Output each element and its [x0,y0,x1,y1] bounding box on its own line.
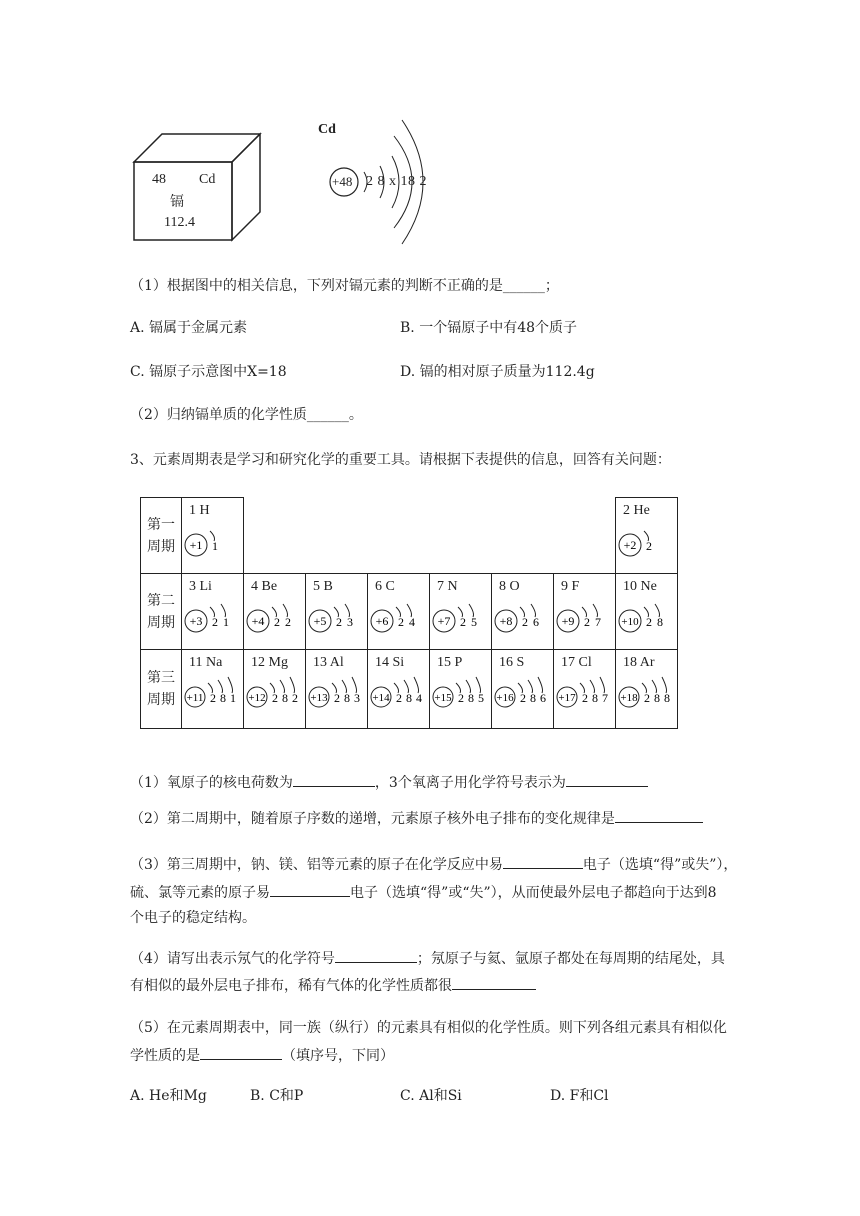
shell-count: 2 [460,615,466,629]
shell-count: 2 [582,691,588,705]
atom-diagram [616,520,677,570]
element-cell [244,650,306,729]
atom-diagram [244,596,305,646]
nucleus-charge: +6 [375,614,389,628]
shell-count: 2 [336,615,342,629]
shell-count: 1 [230,691,236,705]
element-label: 2 He [623,503,650,518]
q5-option-b: B. C和P [250,1088,304,1104]
shell-count: 2 [285,615,291,629]
shell-count: 5 [471,615,477,629]
nucleus-charge: +18 [620,692,638,704]
element-label: 3 Li [189,579,212,594]
shell-count: 1 [223,615,229,629]
nucleus-charge: +15 [434,692,452,704]
shell-count: 8 [282,691,288,705]
element-label: 4 Be [251,579,278,594]
element-cell [430,574,492,650]
empty-gap [244,498,616,574]
option-c: C. 镉原子示意图中X=18 [130,364,287,380]
q3-4a: （4）请写出表示氖气的化学符号 ；氖原子与氦、氩原子都处在每周期的结尾处，具 [130,948,725,969]
atom-diagram [306,596,367,646]
section-3-title: 3、元素周期表是学习和研究化学的重要工具。请根据下表提供的信息，回答有关问题： [130,452,671,468]
element-label: 12 Mg [251,655,288,670]
element-cell [492,574,554,650]
option-b: B. 一个镉原子中有48个质子 [400,320,578,336]
shell-count: 2 [272,691,278,705]
element-label: 8 O [499,579,520,594]
element-label: 13 Al [313,655,344,670]
cube-number: 48 [152,172,166,187]
row-label-1: 第一周期 [141,498,182,574]
atom-diagram [182,596,243,646]
nucleus-charge: +14 [372,692,390,704]
atom-diagram [430,672,491,722]
element-cell [492,650,554,729]
nucleus-charge: +7 [437,614,451,628]
shell-count: 8 [654,691,660,705]
element-label: 16 S [499,655,525,670]
q3-1: （1）氧原子的核电荷数为 ，3个氧离子用化学符号表示为 [130,772,648,793]
q3-5a: （5）在元素周期表中，同一族（纵行）的元素具有相似的化学性质。则下列各组元素具有相似化 [130,1020,727,1036]
element-cell [244,574,306,650]
element-label: 14 Si [375,655,405,670]
q3-5b: 学性质的是 （填序号，下同） [130,1045,394,1066]
q1-stem: （1）根据图中的相关信息，下列对镉元素的判断不正确的是______； [130,278,559,294]
diagram-label: Cd [318,122,336,137]
shell-count: 2 [584,615,590,629]
nucleus-charge: +11 [186,692,204,704]
q3-3b: 硫、氯等元素的原子易 电子（选填“得”或“失”），从而使最外层电子都趋向于达到8 [130,882,717,903]
atom-diagram [244,672,305,722]
diagram-nucleus: +48 [332,174,353,189]
nucleus-charge: +3 [189,614,203,628]
atom-diagram [554,672,615,722]
answer-blank[interactable] [200,1045,282,1060]
answer-blank[interactable] [566,772,648,787]
nucleus-charge: +12 [248,692,266,704]
element-label: 15 P [437,655,463,670]
shell-count: 8 [344,691,350,705]
row-label-2: 第二周期 [141,574,182,650]
shell-count: 8 [657,615,663,629]
shell-count: 4 [416,691,422,705]
shell-count: 2 [334,691,340,705]
shell-count: 8 [406,691,412,705]
shell-count: 2 [212,615,218,629]
q3-4b: 有相似的最外层电子排布，稀有气体的化学性质都很 [130,975,536,996]
element-label: 9 F [561,579,580,594]
answer-blank[interactable] [335,948,417,963]
option-a: A. 镉属于金属元素 [130,320,248,336]
shell-count: 8 [468,691,474,705]
diagram-shells: 2 8 x 18 2 [366,174,427,189]
shell-count: 2 [274,615,280,629]
element-cell [616,498,678,574]
shell-count: 2 [396,691,402,705]
cube-symbol: Cd [199,172,216,187]
element-label: 10 Ne [623,579,657,594]
shell-count: 3 [354,691,360,705]
shell-count: 2 [644,691,650,705]
row-label-3: 第三周期 [141,650,182,729]
nucleus-charge: +10 [621,616,639,628]
q5-option-c: C. Al和Si [400,1088,462,1104]
shell-count: 8 [592,691,598,705]
element-cell [616,650,678,729]
nucleus-charge: +2 [623,538,637,552]
element-label: 17 Cl [561,655,592,670]
shell-count: 8 [220,691,226,705]
element-cell [182,574,244,650]
shell-count: 2 [458,691,464,705]
element-cell [306,574,368,650]
shell-count: 7 [595,615,601,629]
shell-count: 7 [602,691,608,705]
answer-blank[interactable] [452,975,536,990]
atom-diagram [554,596,615,646]
nucleus-charge: +9 [561,614,575,628]
q5-option-a: A. He和Mg [130,1088,207,1104]
nucleus-charge: +1 [189,538,203,552]
element-label: 1 H [189,503,210,518]
shell-count: 6 [533,615,539,629]
nucleus-charge: +17 [558,692,576,704]
q3-3c: 个电子的稳定结构。 [130,910,256,926]
atom-diagram [368,672,429,722]
nucleus-charge: +16 [496,692,514,704]
atom-diagram [182,672,243,722]
shell-count: 8 [530,691,536,705]
element-cell [554,650,616,729]
shell-count: 3 [347,615,353,629]
shell-count: 5 [478,691,484,705]
element-cell [616,574,678,650]
atom-diagram [492,596,553,646]
shell-count: 2 [646,615,652,629]
shell-count: 2 [210,691,216,705]
element-label: 18 Ar [623,655,655,670]
atom-diagram [616,596,677,646]
element-cell [306,650,368,729]
atom-diagram [306,672,367,722]
element-label: 6 C [375,579,395,594]
nucleus-charge: +5 [313,614,327,628]
nucleus-charge: +13 [310,692,328,704]
element-cell [368,650,430,729]
atom-diagram [182,520,243,570]
atom-diagram [430,596,491,646]
element-label: 5 B [313,579,333,594]
element-label: 11 Na [189,655,223,670]
answer-blank[interactable] [615,808,703,823]
cadmium-cube [130,130,265,245]
shell-count: 2 [646,539,652,553]
element-label: 7 N [437,579,458,594]
q3-3a: （3）第三周期中，钠、镁、铝等元素的原子在化学反应中易 电子（选填“得”或失”）， [130,854,737,875]
atom-diagram [368,596,429,646]
shell-count: 2 [292,691,298,705]
element-cell [430,650,492,729]
answer-blank[interactable] [270,882,350,897]
option-d: D. 镉的相对原子质量为112.4g [400,364,595,380]
shell-count: 6 [540,691,546,705]
element-cell [182,650,244,729]
cube-name: 镉 [170,194,184,210]
answer-blank[interactable] [293,772,375,787]
shell-count: 2 [398,615,404,629]
answer-blank[interactable] [503,854,583,869]
atom-diagram [616,672,677,722]
element-cell [554,574,616,650]
shell-count: 2 [520,691,526,705]
atom-diagram [492,672,553,722]
element-cell [182,498,244,574]
q2-stem: （2）归纳镉单质的化学性质______。 [130,407,363,423]
periodic-table [140,497,678,729]
q5-option-d: D. F和Cl [550,1088,609,1104]
shell-count: 2 [522,615,528,629]
cube-mass: 112.4 [164,215,195,230]
q3-2: （2）第二周期中，随着原子序数的递增，元素原子核外电子排布的变化规律是 [130,808,703,829]
nucleus-charge: +4 [251,614,265,628]
shell-count: 4 [409,615,415,629]
element-cell [368,574,430,650]
shell-count: 8 [664,691,670,705]
shell-count: 1 [212,539,218,553]
nucleus-charge: +8 [499,614,513,628]
